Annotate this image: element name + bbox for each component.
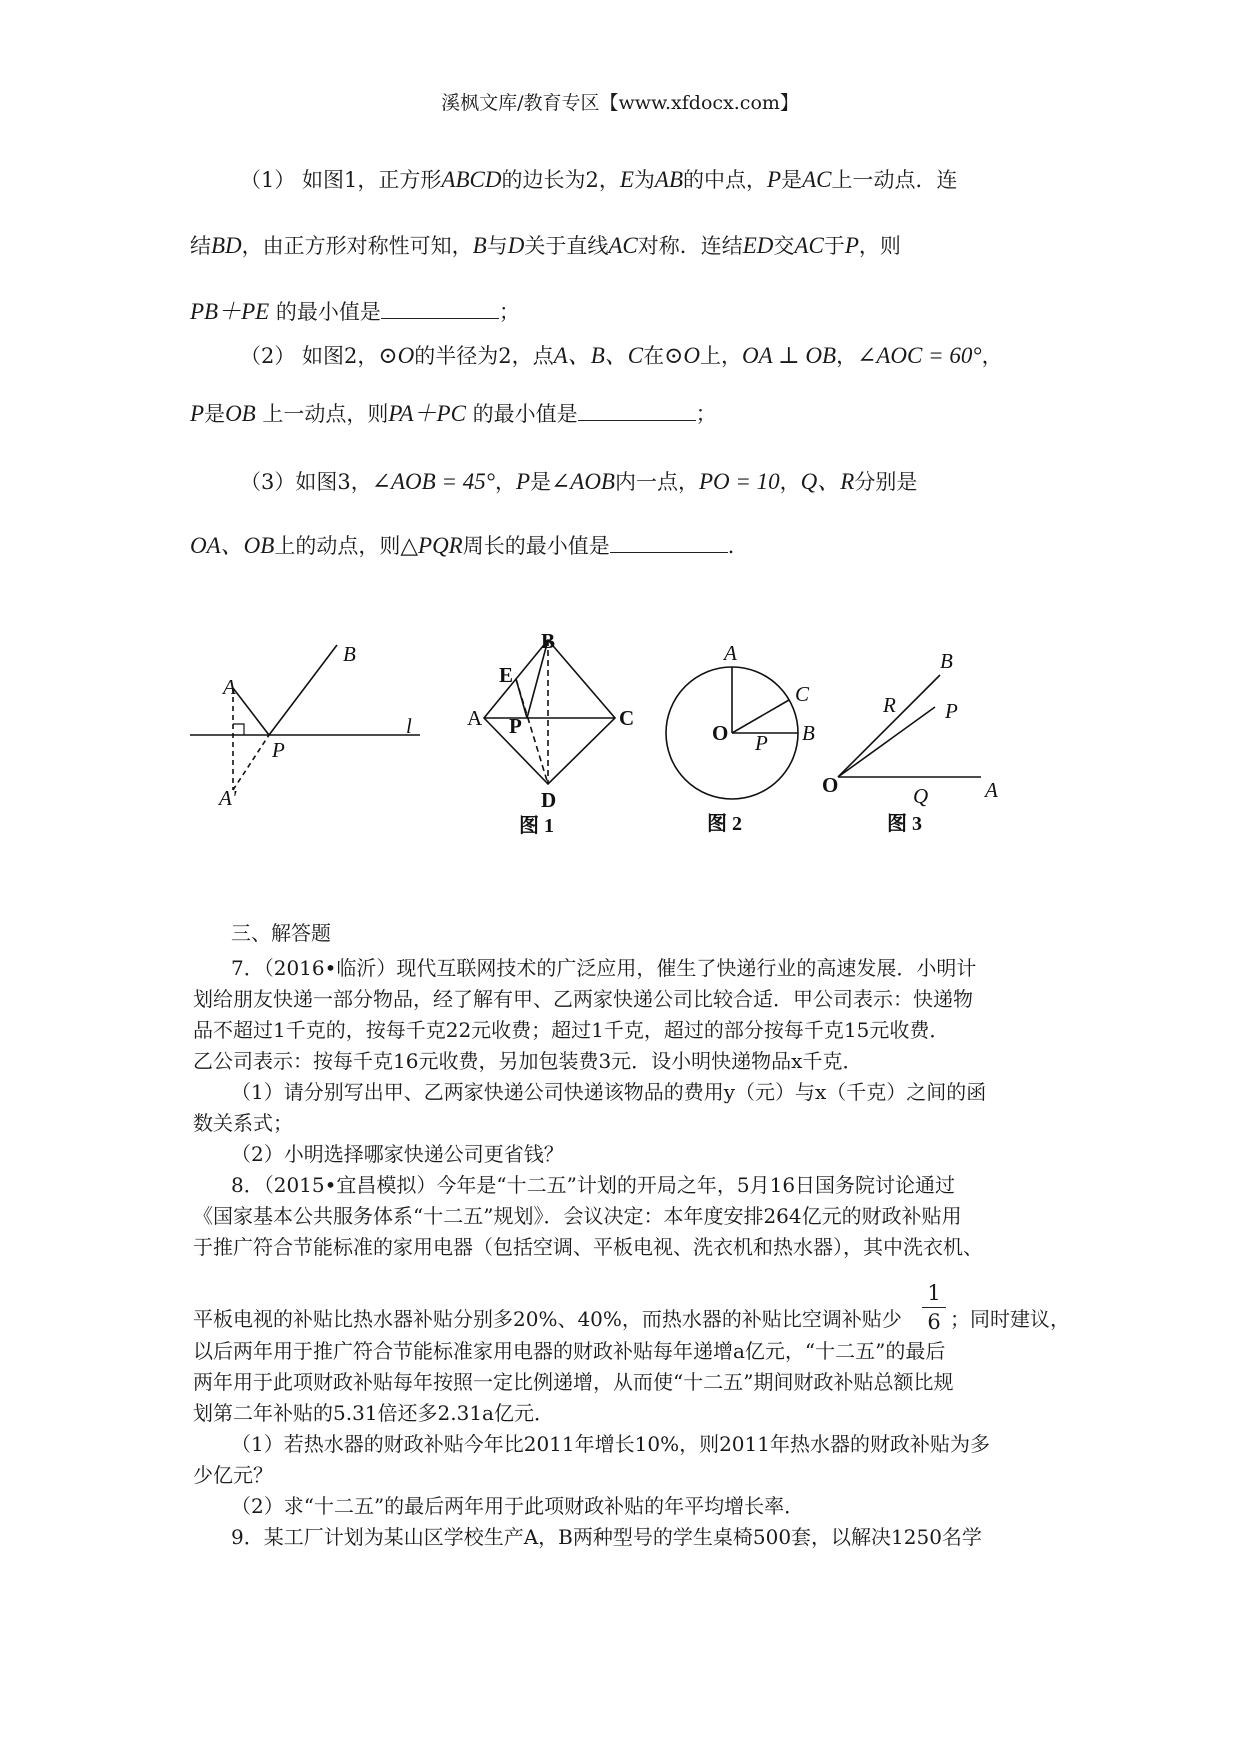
label-f1-D: D xyxy=(541,788,557,812)
caption-figure-3: 图 3 xyxy=(887,813,922,835)
label-f0-P: P xyxy=(272,738,285,762)
label-f2-C: C xyxy=(795,682,810,706)
label-f3-P: P xyxy=(945,699,958,723)
figure-reflection xyxy=(190,645,420,790)
label-f3-B: B xyxy=(940,649,953,673)
label-f1-C: C xyxy=(619,706,635,730)
label-f2-P: P xyxy=(755,731,768,755)
label-f3-R: R xyxy=(883,693,896,717)
caption-figure-2: 图 2 xyxy=(707,813,742,835)
fraction-numerator: 1 xyxy=(927,1281,941,1305)
q6-p2-line1: （2） 如图2，⊙O的半径为2，点A、B、C在⊙O上，OA ⊥ OB，∠AOC = 60°， xyxy=(240,343,1003,368)
label-f1-E: E xyxy=(499,663,514,687)
q8-line-9: 少亿元？ xyxy=(193,1463,273,1487)
label-f1-B: B xyxy=(541,629,556,653)
q8-line-2: 《国家基本公共服务体系“十二五”规划》．会议决定：本年度安排264亿元的财政补贴用 xyxy=(193,1204,962,1228)
label-f3-Q: Q xyxy=(913,784,929,808)
q6-p1-line3: PB＋PE 的最小值是 ； xyxy=(190,299,520,324)
q8-line-1: 8．（2015•宜昌模拟）今年是“十二五”计划的开局之年，5月16日国务院讨论通过 xyxy=(231,1173,956,1197)
q7-line-5: （1）请分别写出甲、乙两家快递公司快递该物品的费用y（元）与x（千克）之间的函 xyxy=(231,1080,987,1104)
q8-line-6: 两年用于此项财政补贴每年按照一定比例递增，从而使“十二五”期间财政补贴总额比规 xyxy=(193,1370,954,1394)
label-f0-A-prime: A' xyxy=(219,786,237,810)
q7-line-6: 数关系式； xyxy=(193,1111,293,1135)
q7-line-4: 乙公司表示：按每千克16元收费，另加包装费3元．设小明快递物品x千克． xyxy=(193,1049,863,1073)
label-f3-A: A xyxy=(985,778,998,802)
label-f2-A: A xyxy=(724,641,737,665)
label-f0-B: B xyxy=(343,642,356,666)
q6-p3-line2: OA、OB上的动点，则△PQR周长的最小值是 ． xyxy=(190,533,749,558)
q8-line-10: （2）求“十二五”的最后两年用于此项财政补贴的年平均增长率． xyxy=(231,1494,805,1518)
label-f1-A: A xyxy=(467,706,483,730)
figure-1-square xyxy=(484,640,615,784)
caption-figure-1: 图 1 xyxy=(519,815,554,837)
label-f0-l: l xyxy=(406,714,412,738)
q7-line-3: 品不超过1千克的，按每千克22元收费；超过1千克，超过的部分按每千克15元收费． xyxy=(193,1018,950,1042)
q8-line-4: 平板电视的补贴比热水器补贴分别多20%、40%，而热水器的补贴比空调补贴少 xyxy=(193,1307,902,1331)
q7-line-7: （2）小明选择哪家快递公司更省钱？ xyxy=(231,1142,564,1166)
q6-p2-line2: P是OB 上一动点，则PA＋PC 的最小值是 ； xyxy=(190,401,717,426)
label-f3-O: O xyxy=(822,773,839,797)
label-f2-O: O xyxy=(712,721,729,745)
q6-p1-line1: （1） 如图1，正方形ABCD的边长为2，E为AB的中点，P是AC上一动点．连 xyxy=(240,167,958,192)
q8-line-8: （1）若热水器的财政补贴今年比2011年增长10%，则2011年热水器的财政补贴为多 xyxy=(231,1432,990,1456)
page-header: 溪枫文库/教育专区【www.xfdocx.com】 xyxy=(441,92,799,114)
q8-line-7: 划第二年补贴的5.31倍还多2.31a亿元． xyxy=(193,1401,554,1425)
label-f0-A: A xyxy=(223,675,236,699)
q8-line-4-end: ；同时建议， xyxy=(950,1307,1070,1331)
q8-line-5: 以后两年用于推广符合节能标准家用电器的财政补贴每年递增a亿元，“十二五”的最后 xyxy=(193,1339,946,1363)
q6-p3-line1: （3）如图3，∠AOB = 45°，P是∠AOB内一点，PO = 10，Q、R分别是 xyxy=(240,469,918,494)
figure-3-angle xyxy=(838,675,981,777)
label-f1-P: P xyxy=(509,714,522,738)
figure-2-circle xyxy=(666,667,798,799)
q8-line-3: 于推广符合节能标准的家用电器（包括空调、平板电视、洗衣机和热水器），其中洗衣机、 xyxy=(193,1235,983,1259)
q6-p1-line2: 结BD，由正方形对称性可知，B与D关于直线AC对称．连结ED交AC于P，则 xyxy=(190,233,901,258)
q7-line-2: 划给朋友快递一部分物品，经了解有甲、乙两家快递公司比较合适．甲公司表示：快递物 xyxy=(193,987,973,1011)
section-title: 三、解答题 xyxy=(231,921,331,945)
q9-line-1: 9．某工厂计划为某山区学校生产A，B两种型号的学生桌椅500套，以解决1250名学 xyxy=(231,1525,982,1549)
fraction-one-sixth xyxy=(922,1280,946,1335)
q7-line-1: 7．（2016•临沂）现代互联网技术的广泛应用，催生了快递行业的高速发展．小明计 xyxy=(231,956,977,980)
fraction-denominator: 6 xyxy=(927,1310,941,1334)
label-f2-B: B xyxy=(802,721,815,745)
